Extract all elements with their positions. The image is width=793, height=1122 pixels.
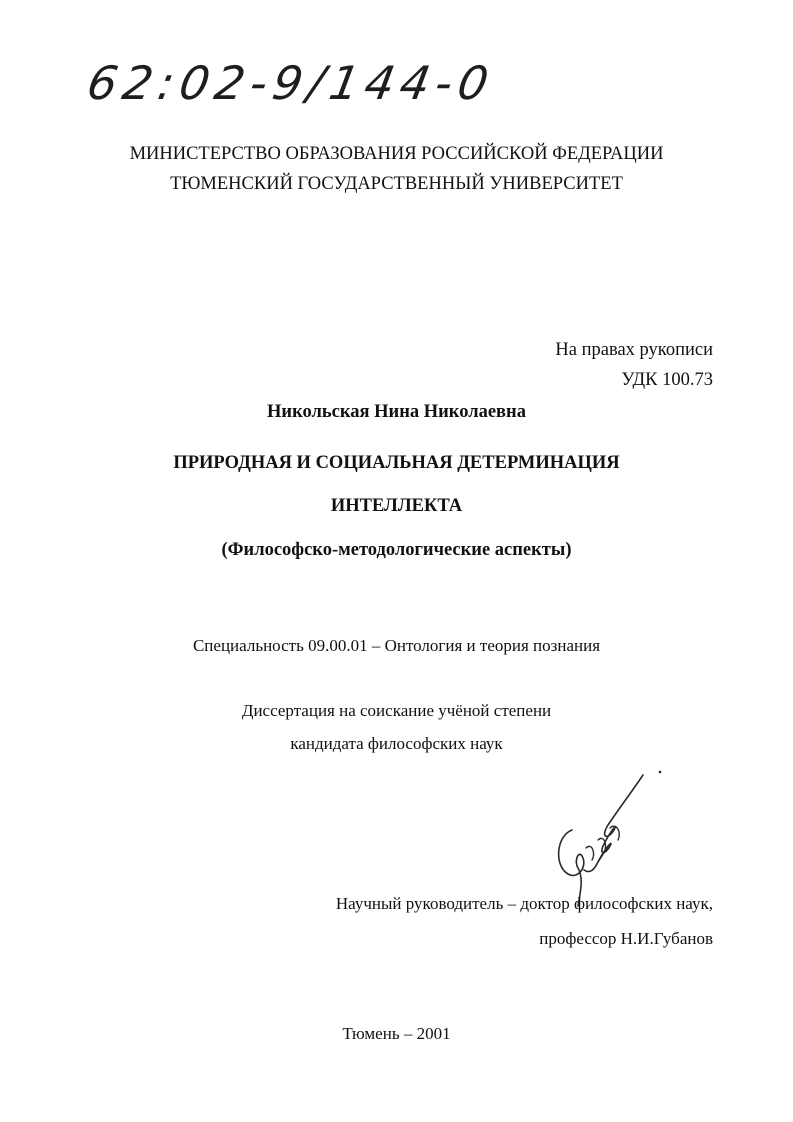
place-year: Тюмень – 2001 [342,1024,451,1043]
subtitle: (Философско-методологические аспекты) [221,540,572,560]
signature-image [548,770,668,910]
handwritten-catalog-code: 62:02-9/144-0 [83,56,499,110]
specialty: Специальность 09.00.01 – Онтология и теория познания [192,636,601,655]
supervisor-line-2: профессор Н.И.Губанов [539,929,713,948]
manuscript-rights: На правах рукописи [555,340,713,360]
dissertation-line-1: Диссертация на соискание учёной степени [241,701,552,720]
title-line-1: ПРИРОДНАЯ И СОЦИАЛЬНАЯ ДЕТЕРМИНАЦИЯ [173,453,620,473]
udc-code: УДК 100.73 [621,370,713,390]
author-name: Никольская Нина Николаевна [267,402,526,422]
title-line-2: ИНТЕЛЛЕКТА [330,496,463,516]
dissertation-line-2: кандидата философских наук [290,734,503,753]
supervisor-line-1: Научный руководитель – доктор философских наук, [335,894,713,913]
university-heading: ТЮМЕНСКИЙ ГОСУДАРСТВЕННЫЙ УНИВЕРСИТЕТ [170,174,623,194]
ministry-heading: МИНИСТЕРСТВО ОБРАЗОВАНИЯ РОССИЙСКОЙ ФЕДЕРАЦИИ [129,144,664,164]
